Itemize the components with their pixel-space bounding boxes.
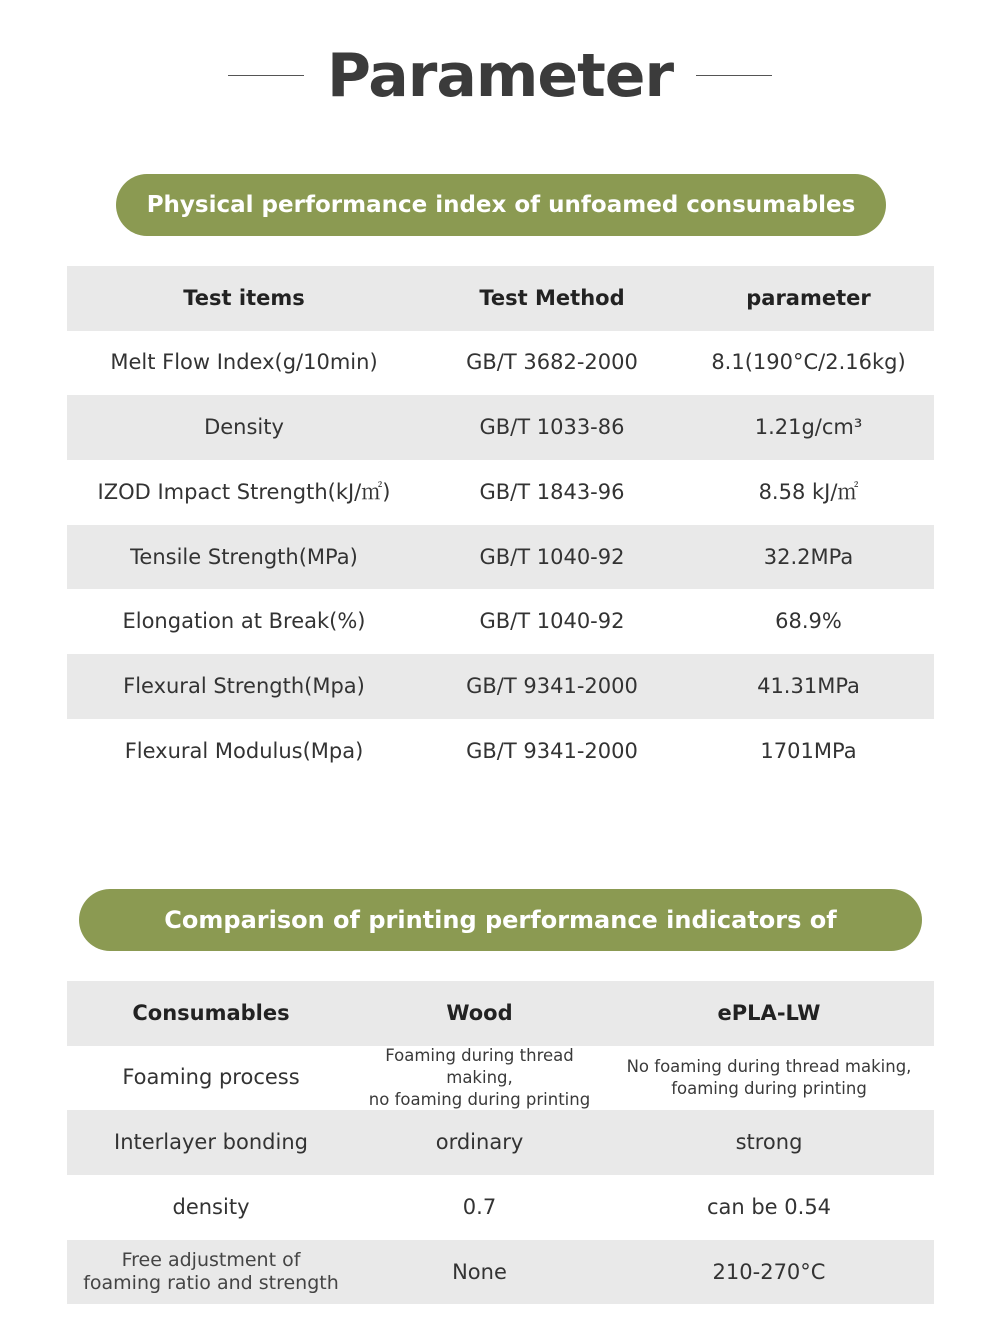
wood-value-cell: None bbox=[452, 1259, 507, 1284]
column-header-parameter: parameter bbox=[746, 285, 871, 310]
column-header-epla-lw: ePLA-LW bbox=[717, 1000, 821, 1025]
parameter-cell: 8.1(190°C/2.16kg) bbox=[711, 350, 906, 375]
consumable-item-line: foaming ratio and strength bbox=[83, 1272, 339, 1295]
section-2-heading: Comparison of printing performance indicators of bbox=[79, 889, 922, 951]
parameter-cell: 32.2MPa bbox=[763, 544, 854, 569]
parameter-cell: 1.21g/cm³ bbox=[754, 415, 863, 440]
physical-performance-table bbox=[67, 266, 934, 784]
test-method-cell: GB/T 1040-92 bbox=[479, 609, 625, 634]
test-method-cell: GB/T 1843-96 bbox=[479, 479, 625, 504]
table-row bbox=[67, 460, 934, 525]
test-method-cell: GB/T 3682-2000 bbox=[466, 350, 638, 375]
parameter-cell: 41.31MPa bbox=[757, 673, 860, 698]
wood-value-cell: ordinary bbox=[435, 1130, 524, 1155]
epla-value-line: No foaming during thread making, bbox=[626, 1056, 912, 1076]
table-row bbox=[67, 719, 934, 784]
wood-value-line: no foaming during printing bbox=[368, 1090, 591, 1110]
section-1-heading: Physical performance index of unfoamed consumables bbox=[116, 174, 886, 236]
epla-value-cell: 210-270°C bbox=[712, 1259, 826, 1284]
test-item-cell: Melt Flow Index(g/10min) bbox=[110, 350, 378, 375]
test-method-cell: GB/T 1033-86 bbox=[479, 415, 625, 440]
column-header-consumables: Consumables bbox=[132, 1000, 290, 1025]
page-title: Parameter bbox=[326, 41, 674, 111]
table-row bbox=[67, 525, 934, 590]
test-item-cell: Tensile Strength(MPa) bbox=[130, 544, 358, 569]
wood-value-cell: 0.7 bbox=[462, 1194, 497, 1219]
table-row bbox=[67, 395, 934, 460]
consumable-item-cell: Interlayer bonding bbox=[114, 1130, 308, 1155]
epla-value-cell: strong bbox=[735, 1130, 803, 1155]
table-row bbox=[67, 1110, 934, 1175]
test-item-cell: Flexural Modulus(Mpa) bbox=[124, 738, 364, 763]
printing-performance-table bbox=[67, 981, 934, 1304]
consumable-item-cell: density bbox=[172, 1194, 250, 1219]
parameter-cell: 1701MPa bbox=[760, 738, 857, 763]
column-header-wood: Wood bbox=[446, 1000, 513, 1025]
table-row bbox=[67, 589, 934, 654]
table-row bbox=[67, 331, 934, 396]
table-row bbox=[67, 1175, 934, 1240]
wood-value-line: Foaming during thread making, bbox=[385, 1045, 574, 1087]
test-method-cell: GB/T 9341-2000 bbox=[466, 738, 638, 763]
test-method-cell: GB/T 1040-92 bbox=[479, 544, 625, 569]
table-row bbox=[67, 654, 934, 719]
test-method-cell: GB/T 9341-2000 bbox=[466, 673, 638, 698]
consumable-item-cell bbox=[67, 1249, 355, 1295]
table-header-row bbox=[67, 266, 934, 331]
wood-value-cell bbox=[355, 1045, 604, 1112]
parameter-cell: 8.58 kJ/㎡ bbox=[758, 479, 859, 504]
table-row bbox=[67, 1240, 934, 1305]
column-header-test-method: Test Method bbox=[479, 285, 625, 310]
table-header-row bbox=[67, 981, 934, 1046]
consumable-item-line: Free adjustment of bbox=[121, 1249, 301, 1272]
table-row bbox=[67, 1046, 934, 1111]
test-item-cell: Elongation at Break(%) bbox=[122, 609, 366, 634]
test-item-cell: Flexural Strength(Mpa) bbox=[123, 673, 365, 698]
epla-value-cell bbox=[604, 1056, 934, 1101]
epla-value-line: foaming during printing bbox=[671, 1079, 867, 1099]
test-item-cell: Density bbox=[204, 415, 284, 440]
column-header-test-items: Test items bbox=[183, 285, 305, 310]
parameter-cell: 68.9% bbox=[775, 609, 842, 634]
title-divider-right bbox=[696, 75, 772, 76]
epla-value-cell: can be 0.54 bbox=[706, 1194, 832, 1219]
test-item-cell: IZOD Impact Strength(kJ/㎡) bbox=[97, 479, 391, 504]
page-header bbox=[0, 38, 1000, 118]
consumable-item-cell: Foaming process bbox=[122, 1065, 300, 1090]
